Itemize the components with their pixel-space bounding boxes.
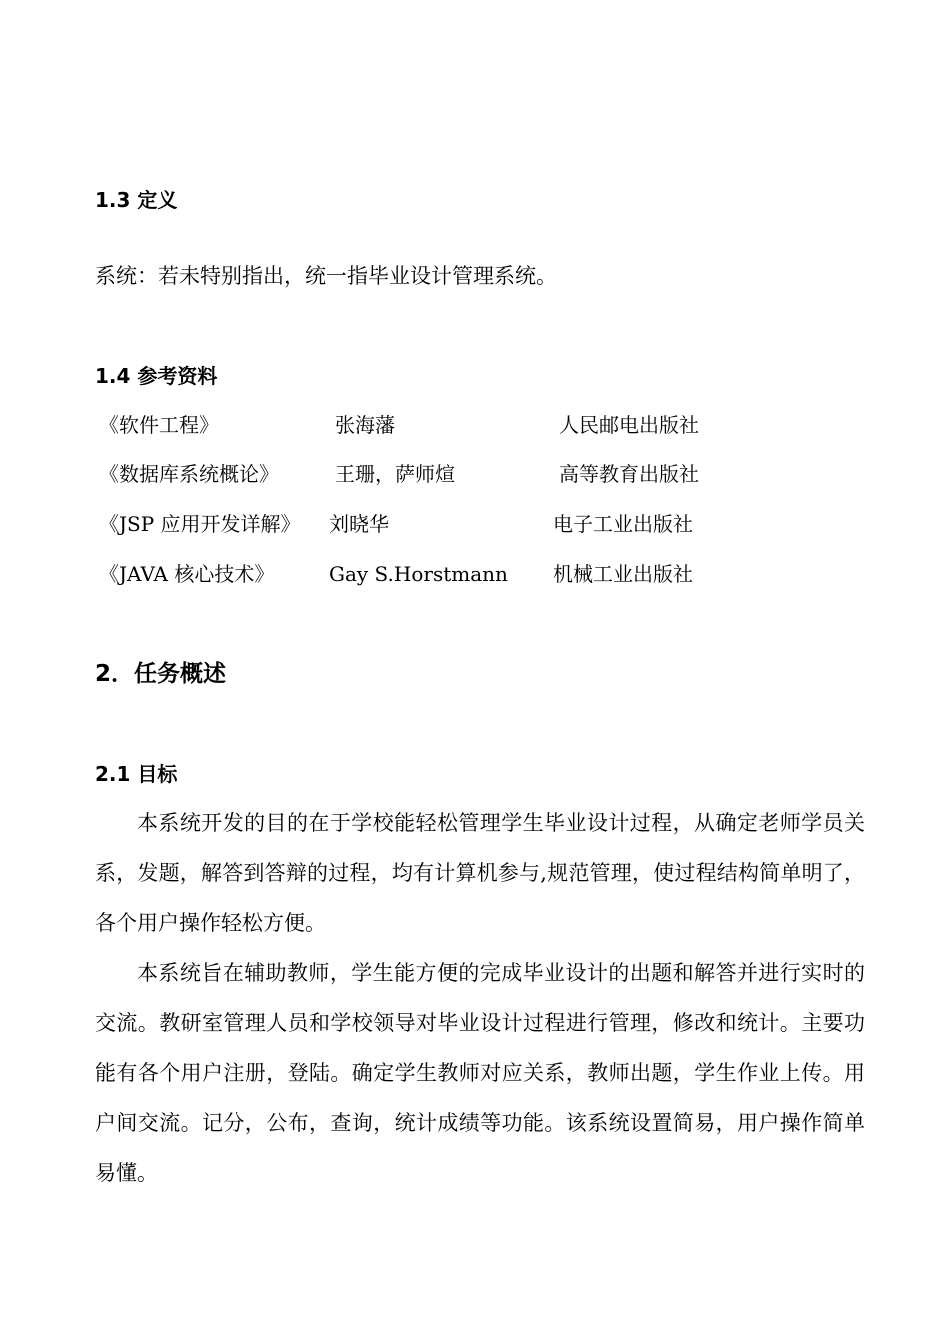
goal-paragraph: 本系统开发的目的在于学校能轻松管理学生毕业设计过程，从确定老师学员关系，发题，解答到答辩的过程，均有计算机参与,规范管理，使过程结构简单明了，各个用户操作轻松方便。 xyxy=(95,811,865,935)
reference-author: 刘晓华 xyxy=(329,512,389,536)
reference-title: 《软件工程》 xyxy=(99,413,219,437)
section-1-4-heading: 1.4 参考资料 xyxy=(95,364,218,388)
definition-text: 系统：若未特别指出，统一指毕业设计管理系统。 xyxy=(95,264,557,288)
reference-publisher: 高等教育出版社 xyxy=(559,462,699,486)
reference-publisher: 电子工业出版社 xyxy=(553,512,693,536)
reference-author: Gay S.Horstmann xyxy=(329,562,508,586)
reference-title: 《JAVA 核心技术》 xyxy=(99,562,275,586)
goal-body xyxy=(95,798,865,1198)
reference-author: 王珊，萨师煊 xyxy=(335,462,455,486)
reference-title: 《JSP 应用开发详解》 xyxy=(99,512,301,536)
reference-row xyxy=(95,511,855,537)
section-2-1-heading: 2.1 目标 xyxy=(95,762,178,786)
reference-publisher: 机械工业出版社 xyxy=(553,562,693,586)
reference-row xyxy=(95,561,855,587)
section-1-3-heading: 1.3 定义 xyxy=(95,188,178,212)
reference-author: 张海藩 xyxy=(335,413,395,437)
reference-title: 《数据库系统概论》 xyxy=(99,462,279,486)
goal-paragraph: 本系统旨在辅助教师，学生能方便的完成毕业设计的出题和解答并进行实时的交流。教研室管理人员和学校领导对毕业设计过程进行管理，修改和统计。主要功能有各个用户注册，登陆。确定学生教师对应关系，教师出题，学生作业上传。用户间交流。记分，公布，查询，统计成绩等功能。该系统设置简易，用户操作简单易懂。 xyxy=(95,961,865,1185)
section-2-heading: 2．任务概述 xyxy=(95,661,227,687)
reference-row xyxy=(95,412,855,438)
reference-row xyxy=(95,461,855,487)
reference-publisher: 人民邮电出版社 xyxy=(559,413,699,437)
